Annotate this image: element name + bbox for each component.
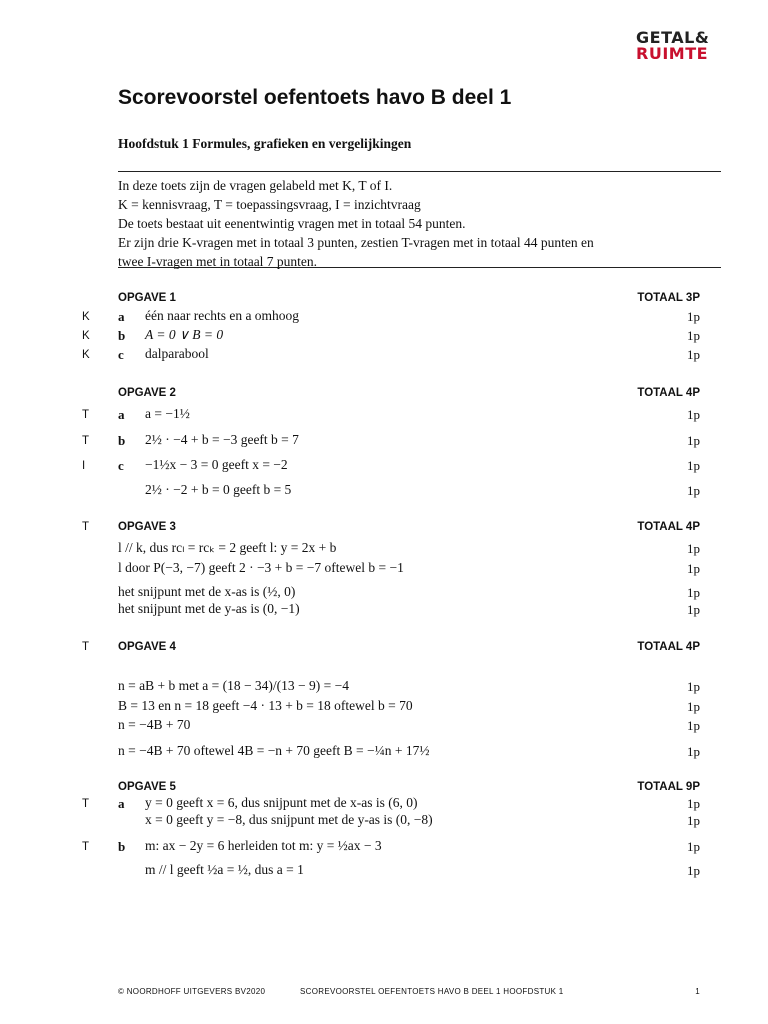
question-type-tag: T bbox=[82, 409, 90, 421]
points: 1p bbox=[687, 839, 700, 854]
points: 1p bbox=[687, 328, 700, 343]
points: 1p bbox=[687, 718, 700, 733]
divider-bottom bbox=[118, 267, 721, 268]
section-type-tag: T bbox=[82, 521, 90, 533]
section-header bbox=[0, 640, 768, 658]
points: 1p bbox=[687, 679, 700, 694]
page-number: 1 bbox=[695, 987, 700, 996]
score-row bbox=[0, 346, 768, 366]
intro-line: In deze toets zijn de vragen gelabeld met K, T of I. bbox=[118, 178, 393, 193]
answer-text: x = 0 geeft y = −8, dus snijpunt met de y-as is (0, −8) bbox=[145, 812, 433, 827]
intro-line: K = kennisvraag, T = toepassingsvraag, I = inzichtvraag bbox=[118, 197, 421, 212]
answer-text: l door P(−3, −7) geeft 2 · −3 + b = −7 oftewel b = −1 bbox=[118, 560, 404, 575]
points: 1p bbox=[687, 813, 700, 828]
score-row bbox=[0, 717, 768, 737]
answer-text: 2½ · −2 + b = 0 geeft b = 5 bbox=[145, 482, 292, 497]
points: 1p bbox=[687, 407, 700, 422]
answer-text: n = aB + b met a = (18 − 34)/(13 − 9) = −4 bbox=[118, 678, 350, 693]
section-total: TOTAAL 4P bbox=[637, 387, 700, 399]
score-row bbox=[0, 862, 768, 882]
score-row bbox=[0, 601, 768, 621]
points: 1p bbox=[687, 863, 700, 878]
answer-text: dalparabool bbox=[145, 346, 209, 361]
score-row bbox=[0, 698, 768, 718]
section-header bbox=[0, 520, 768, 538]
score-row bbox=[0, 457, 768, 477]
points: 1p bbox=[687, 585, 700, 600]
answer-text: B = 13 en n = 18 geeft −4 · 13 + b = 18 oftewel b = 70 bbox=[118, 698, 413, 713]
section-total: TOTAAL 3P bbox=[637, 292, 700, 304]
section-total: TOTAAL 4P bbox=[637, 521, 700, 533]
answer-text: het snijpunt met de y-as is (0, −1) bbox=[118, 601, 300, 616]
points: 1p bbox=[687, 699, 700, 714]
score-row bbox=[0, 327, 768, 347]
score-row bbox=[0, 540, 768, 560]
page-title: Scorevoorstel oefentoets havo B deel 1 bbox=[118, 86, 512, 109]
answer-text: één naar rechts en a omhoog bbox=[145, 308, 300, 323]
points: 1p bbox=[687, 602, 700, 617]
question-type-tag: T bbox=[82, 435, 90, 447]
score-row bbox=[0, 812, 768, 832]
points: 1p bbox=[687, 541, 700, 556]
question-letter: c bbox=[118, 347, 124, 362]
question-type-tag: K bbox=[82, 311, 90, 323]
intro-line: De toets bestaat uit eenentwintig vragen met in totaal 54 punten. bbox=[118, 216, 466, 231]
logo-line-2: RUIMTE bbox=[636, 44, 709, 63]
section-name: OPGAVE 4 bbox=[118, 641, 176, 653]
score-row bbox=[0, 482, 768, 502]
score-row bbox=[0, 406, 768, 426]
answer-text: m: ax − 2y = 6 herleiden tot m: y = ½ax − 3 bbox=[145, 838, 382, 853]
points: 1p bbox=[687, 347, 700, 362]
answer-text: n = −4B + 70 oftewel 4B = −n + 70 geeft B = −¼n + 17½ bbox=[118, 743, 430, 758]
answer-text: a = −1½ bbox=[145, 406, 190, 421]
question-letter: b bbox=[118, 433, 126, 448]
answer-text: 2½ · −4 + b = −3 geeft b = 7 bbox=[145, 432, 299, 447]
section-total: TOTAAL 9P bbox=[637, 781, 700, 793]
score-row bbox=[0, 432, 768, 452]
section-name: OPGAVE 3 bbox=[118, 521, 176, 533]
intro-line: Er zijn drie K-vragen met in totaal 3 punten, zestien T-vragen met in totaal 44 punten en bbox=[118, 235, 594, 250]
points: 1p bbox=[687, 796, 700, 811]
section-type-tag: T bbox=[82, 641, 90, 653]
question-letter: b bbox=[118, 839, 126, 854]
answer-text: A = 0 ∨ B = 0 bbox=[145, 327, 224, 342]
score-row bbox=[0, 308, 768, 328]
divider-top bbox=[118, 171, 721, 172]
answer-text: n = −4B + 70 bbox=[118, 717, 191, 732]
points: 1p bbox=[687, 561, 700, 576]
points: 1p bbox=[687, 744, 700, 759]
footer-document-name: SCOREVOORSTEL OEFENTOETS HAVO B DEEL 1 HOOFDSTUK 1 bbox=[300, 987, 564, 996]
logo-line-1: GETAL& bbox=[636, 28, 710, 47]
question-type-tag: I bbox=[82, 460, 86, 472]
section-total: TOTAAL 4P bbox=[637, 641, 700, 653]
question-letter: b bbox=[118, 328, 126, 343]
answer-text: l // k, dus rcₗ = rcₖ = 2 geeft l: y = 2x + b bbox=[118, 540, 337, 555]
points: 1p bbox=[687, 433, 700, 448]
score-row bbox=[0, 678, 768, 698]
chapter-subtitle: Hoofdstuk 1 Formules, grafieken en vergelijkingen bbox=[118, 136, 412, 151]
points: 1p bbox=[687, 309, 700, 324]
answer-text: m // l geeft ½a = ½, dus a = 1 bbox=[145, 862, 304, 877]
footer-publisher: © NOORDHOFF UITGEVERS BV2020 bbox=[118, 987, 266, 996]
question-letter: a bbox=[118, 407, 125, 422]
question-type-tag: K bbox=[82, 330, 90, 342]
answer-text: y = 0 geeft x = 6, dus snijpunt met de x-as is (6, 0) bbox=[145, 795, 418, 810]
score-row bbox=[0, 560, 768, 580]
intro-line: twee I-vragen met in totaal 7 punten. bbox=[118, 254, 318, 269]
answer-text: het snijpunt met de x-as is (½, 0) bbox=[118, 584, 296, 599]
points: 1p bbox=[687, 458, 700, 473]
question-type-tag: T bbox=[82, 841, 90, 853]
answer-text: −1½x − 3 = 0 geeft x = −2 bbox=[145, 457, 288, 472]
question-letter: a bbox=[118, 309, 125, 324]
question-letter: c bbox=[118, 458, 124, 473]
question-letter: a bbox=[118, 796, 125, 811]
points: 1p bbox=[687, 483, 700, 498]
question-type-tag: K bbox=[82, 349, 90, 361]
question-type-tag: T bbox=[82, 798, 90, 810]
intro-text bbox=[118, 176, 594, 271]
section-name: OPGAVE 2 bbox=[118, 387, 176, 399]
section-name: OPGAVE 5 bbox=[118, 781, 176, 793]
score-row bbox=[0, 838, 768, 858]
getal-ruimte-logo bbox=[636, 30, 716, 62]
section-header bbox=[0, 291, 768, 309]
section-name: OPGAVE 1 bbox=[118, 292, 176, 304]
score-row bbox=[0, 743, 768, 763]
section-header bbox=[0, 386, 768, 404]
